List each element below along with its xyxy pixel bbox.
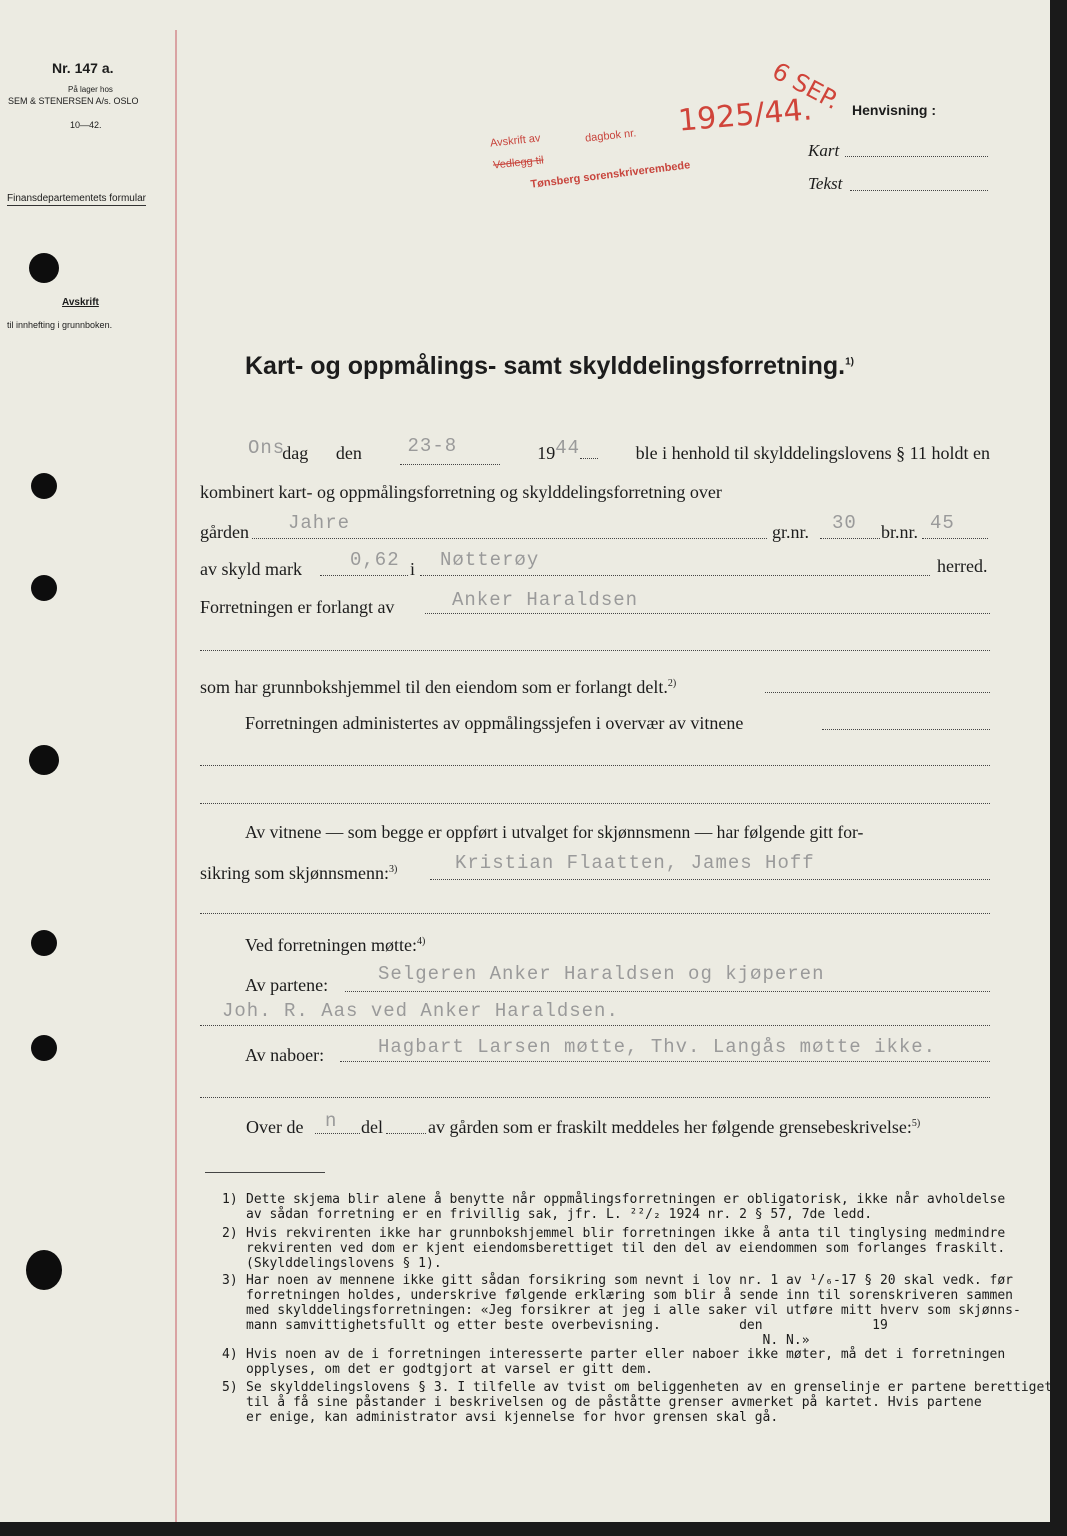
- blank-line: [200, 650, 990, 651]
- label-den: den: [335, 443, 362, 463]
- municipality-field: [420, 575, 930, 576]
- footnote-number: 1): [222, 1192, 238, 1207]
- footnote-line: med skylddelingsforretningen: «Jeg forsikrer at jeg i alle saker vil utføre mitt hverv som skjønns-: [246, 1303, 1021, 1318]
- tax-typed: 0,62: [350, 549, 400, 571]
- blank-line: [200, 803, 990, 804]
- punch-hole: [31, 575, 57, 601]
- line2: kombinert kart- og oppmålingsforretning og skylddelingsforretning over: [200, 482, 722, 502]
- over-rest: [428, 1117, 920, 1138]
- title-note: 1): [845, 356, 854, 368]
- blank-line: [200, 1025, 990, 1026]
- over-label: Over de: [246, 1117, 304, 1137]
- requested-label: Forretningen er forlangt av: [200, 597, 395, 617]
- year-typed: 44: [555, 437, 580, 459]
- gnr-field: [820, 538, 880, 539]
- punch-hole: [31, 930, 57, 956]
- punch-hole: [29, 253, 59, 283]
- margin-rule: [175, 30, 177, 1522]
- in-label: i: [410, 559, 416, 579]
- reference-heading: Henvisning :: [852, 102, 937, 118]
- received-date: 6 SEP.: [767, 56, 845, 116]
- gnr-label: gr.nr.: [772, 522, 810, 542]
- requested-typed: Anker Haraldsen: [452, 589, 639, 611]
- over-note: 5): [911, 1118, 921, 1129]
- blank-line: [200, 913, 990, 914]
- footnote: [222, 1226, 1006, 1271]
- label-dag: dag: [282, 443, 309, 463]
- over-rest-text: av gården som er fraskilt meddeles her følgende grensebeskrivelse:: [428, 1117, 912, 1137]
- deed-field: [765, 692, 990, 693]
- footnote-number: 3): [222, 1273, 238, 1288]
- farm-field: [252, 538, 767, 539]
- footnote-number: 4): [222, 1347, 238, 1362]
- footnote-line: Hvis noen av de i forretningen interesserte parter eller naboer ikke møter, må det i forretningen: [246, 1347, 1006, 1362]
- over-typed: n: [325, 1110, 338, 1132]
- over-field: [315, 1133, 360, 1134]
- del-label: del: [361, 1117, 383, 1137]
- neighbours-field: [340, 1061, 990, 1062]
- del-field: [386, 1133, 426, 1134]
- gnr-typed: 30: [832, 512, 857, 534]
- farm-typed: Jahre: [288, 512, 351, 534]
- witness-typed: Kristian Flaatten, James Hoff: [455, 852, 815, 874]
- witness-note: 3): [389, 864, 398, 875]
- printer-date: 10—42.: [70, 120, 102, 130]
- footnote-number: 5): [222, 1380, 238, 1395]
- stamp-court: Tønsberg sorenskriverembede: [529, 159, 691, 191]
- present-text: Ved forretningen møtte:: [245, 935, 417, 955]
- punch-hole: [26, 1250, 62, 1290]
- date-typed: 23-8: [407, 435, 458, 457]
- neighbours-typed: Hagbart Larsen møtte, Thv. Langås møtte ikke.: [378, 1036, 937, 1058]
- footnote-line: rekvirenten ved dom er kjent eiendomsberettiget til den del av eiendommen som forlanges fraskilt.: [246, 1241, 1006, 1256]
- municipality-typed: Nøtterøy: [440, 549, 540, 571]
- admin-field: [822, 729, 990, 730]
- form-title: [245, 352, 854, 381]
- tax-field: [320, 575, 408, 576]
- form-issuer: Finansdepartementets formular: [7, 193, 146, 204]
- map-label: Kart: [808, 141, 840, 160]
- footnote-line: (Skylddelingslovens § 1).: [246, 1256, 442, 1271]
- map-field: [845, 156, 988, 157]
- parties-label: Av partene:: [245, 975, 329, 995]
- admin-line: Forretningen administertes av oppmålingssjefen i overvær av vitnene: [245, 713, 744, 733]
- footnote: [222, 1347, 1006, 1377]
- footnote: [222, 1380, 1053, 1425]
- stamp-text: Vedlegg til: [492, 154, 545, 172]
- footnote-line: mann samvittighetsfullt og etter beste overbevisning. den 19: [246, 1318, 888, 1333]
- footnote: [222, 1273, 1021, 1348]
- footnote-line: N. N.»: [246, 1333, 810, 1348]
- printer-line: På lager hos: [68, 85, 113, 94]
- herred-label: herred.: [937, 556, 988, 576]
- printer-name: SEM & STENERSEN A/s. OSLO: [8, 96, 139, 106]
- tax-label: av skyld mark: [200, 559, 302, 579]
- footnote-line: til å få sine påstander i beskrivelsen og de påståtte grenser avmerket på kartet. Hvis partene: [246, 1395, 982, 1410]
- parties-field: [345, 991, 990, 992]
- text-label: Tekst: [808, 174, 843, 193]
- witness-label-text: sikring som skjønnsmenn:: [200, 863, 390, 883]
- bnr-typed: 45: [930, 512, 955, 534]
- weekday-typed: Ons: [248, 437, 286, 459]
- footnote-line: er enige, kan administrator avsi kjennelse for hvor grensen skal gå.: [246, 1410, 779, 1425]
- deed-text: som har grunnbokshjemmel til den eiendom som er forlangt delt.: [200, 677, 668, 697]
- parties-typed: Selgeren Anker Haraldsen og kjøperen: [378, 963, 825, 985]
- copy-subtitle: til innhefting i grunnboken.: [7, 320, 113, 330]
- form-number: Nr. 147 a.: [52, 60, 114, 76]
- present-label: [245, 935, 425, 956]
- blank-line: [200, 1097, 990, 1098]
- year-prefix: 19: [537, 443, 556, 463]
- bnr-field: [922, 538, 988, 539]
- journal-number: 1925/44.: [676, 92, 814, 139]
- footnote-line: av sådan forretning er en frivillig sak, jfr. L. ²²/₂ 1924 nr. 2 § 57, 7de ledd.: [246, 1207, 873, 1222]
- witness-line: Av vitnene — som begge er oppført i utvalget for skjønnsmenn — har følgende gitt for-: [245, 822, 864, 842]
- footnote-line: Se skylddelingslovens § 3. I tilfelle av tvist om beliggenheten av en grenselinje er partene berettiget: [246, 1380, 1053, 1395]
- date-field: [400, 435, 500, 465]
- footnote-line: Hvis rekvirenten ikke har grunnbokshjemmel blir forretningen ikke å anta til tinglysing medmindre: [246, 1226, 1006, 1241]
- requested-field: [425, 613, 990, 614]
- copy-label: Avskrift: [62, 297, 99, 308]
- bnr-label: br.nr.: [881, 522, 919, 542]
- farm-label: gården: [200, 522, 249, 542]
- footnote: [222, 1192, 1006, 1222]
- present-note: 4): [416, 936, 426, 947]
- deed-line: [200, 677, 676, 698]
- deed-note: 2): [667, 678, 677, 689]
- text-field: [850, 190, 988, 191]
- parties-typed: Joh. R. Aas ved Anker Haraldsen.: [222, 1000, 619, 1022]
- footnote-line: Har noen av mennene ikke gitt sådan forsikring som nevnt i lov nr. 1 av ¹/₆-17 § 20 skal vedk. før: [246, 1273, 1014, 1288]
- footnote-line: forretningen holdes, underskrive følgende erklæring som blir å sende inn til sorenskriveren sammen: [246, 1288, 1014, 1303]
- stamp-text: Avskrift av: [489, 132, 542, 150]
- neighbours-label: Av naboer:: [245, 1045, 325, 1065]
- footnote-rule: [205, 1172, 325, 1173]
- line1-rest: ble i henhold til skylddelingslovens § 11 holdt en: [635, 443, 990, 463]
- witness-field: [430, 879, 990, 880]
- punch-hole: [31, 1035, 57, 1061]
- witness-label: [200, 863, 397, 884]
- stamp-text: dagbok nr.: [584, 127, 637, 145]
- footnote-line: Dette skjema blir alene å benytte når oppmålingsforretningen er obligatorisk, ikke når avholdelse: [246, 1192, 1006, 1207]
- blank-line: [200, 765, 990, 766]
- punch-hole: [31, 473, 57, 499]
- title-text: Kart- og oppmålings- samt skylddelingsforretning.: [245, 352, 846, 380]
- footnote-line: opplyses, om det er godtgjort at varsel er gitt dem.: [246, 1362, 653, 1377]
- footnote-number: 2): [222, 1226, 238, 1241]
- punch-hole: [29, 745, 59, 775]
